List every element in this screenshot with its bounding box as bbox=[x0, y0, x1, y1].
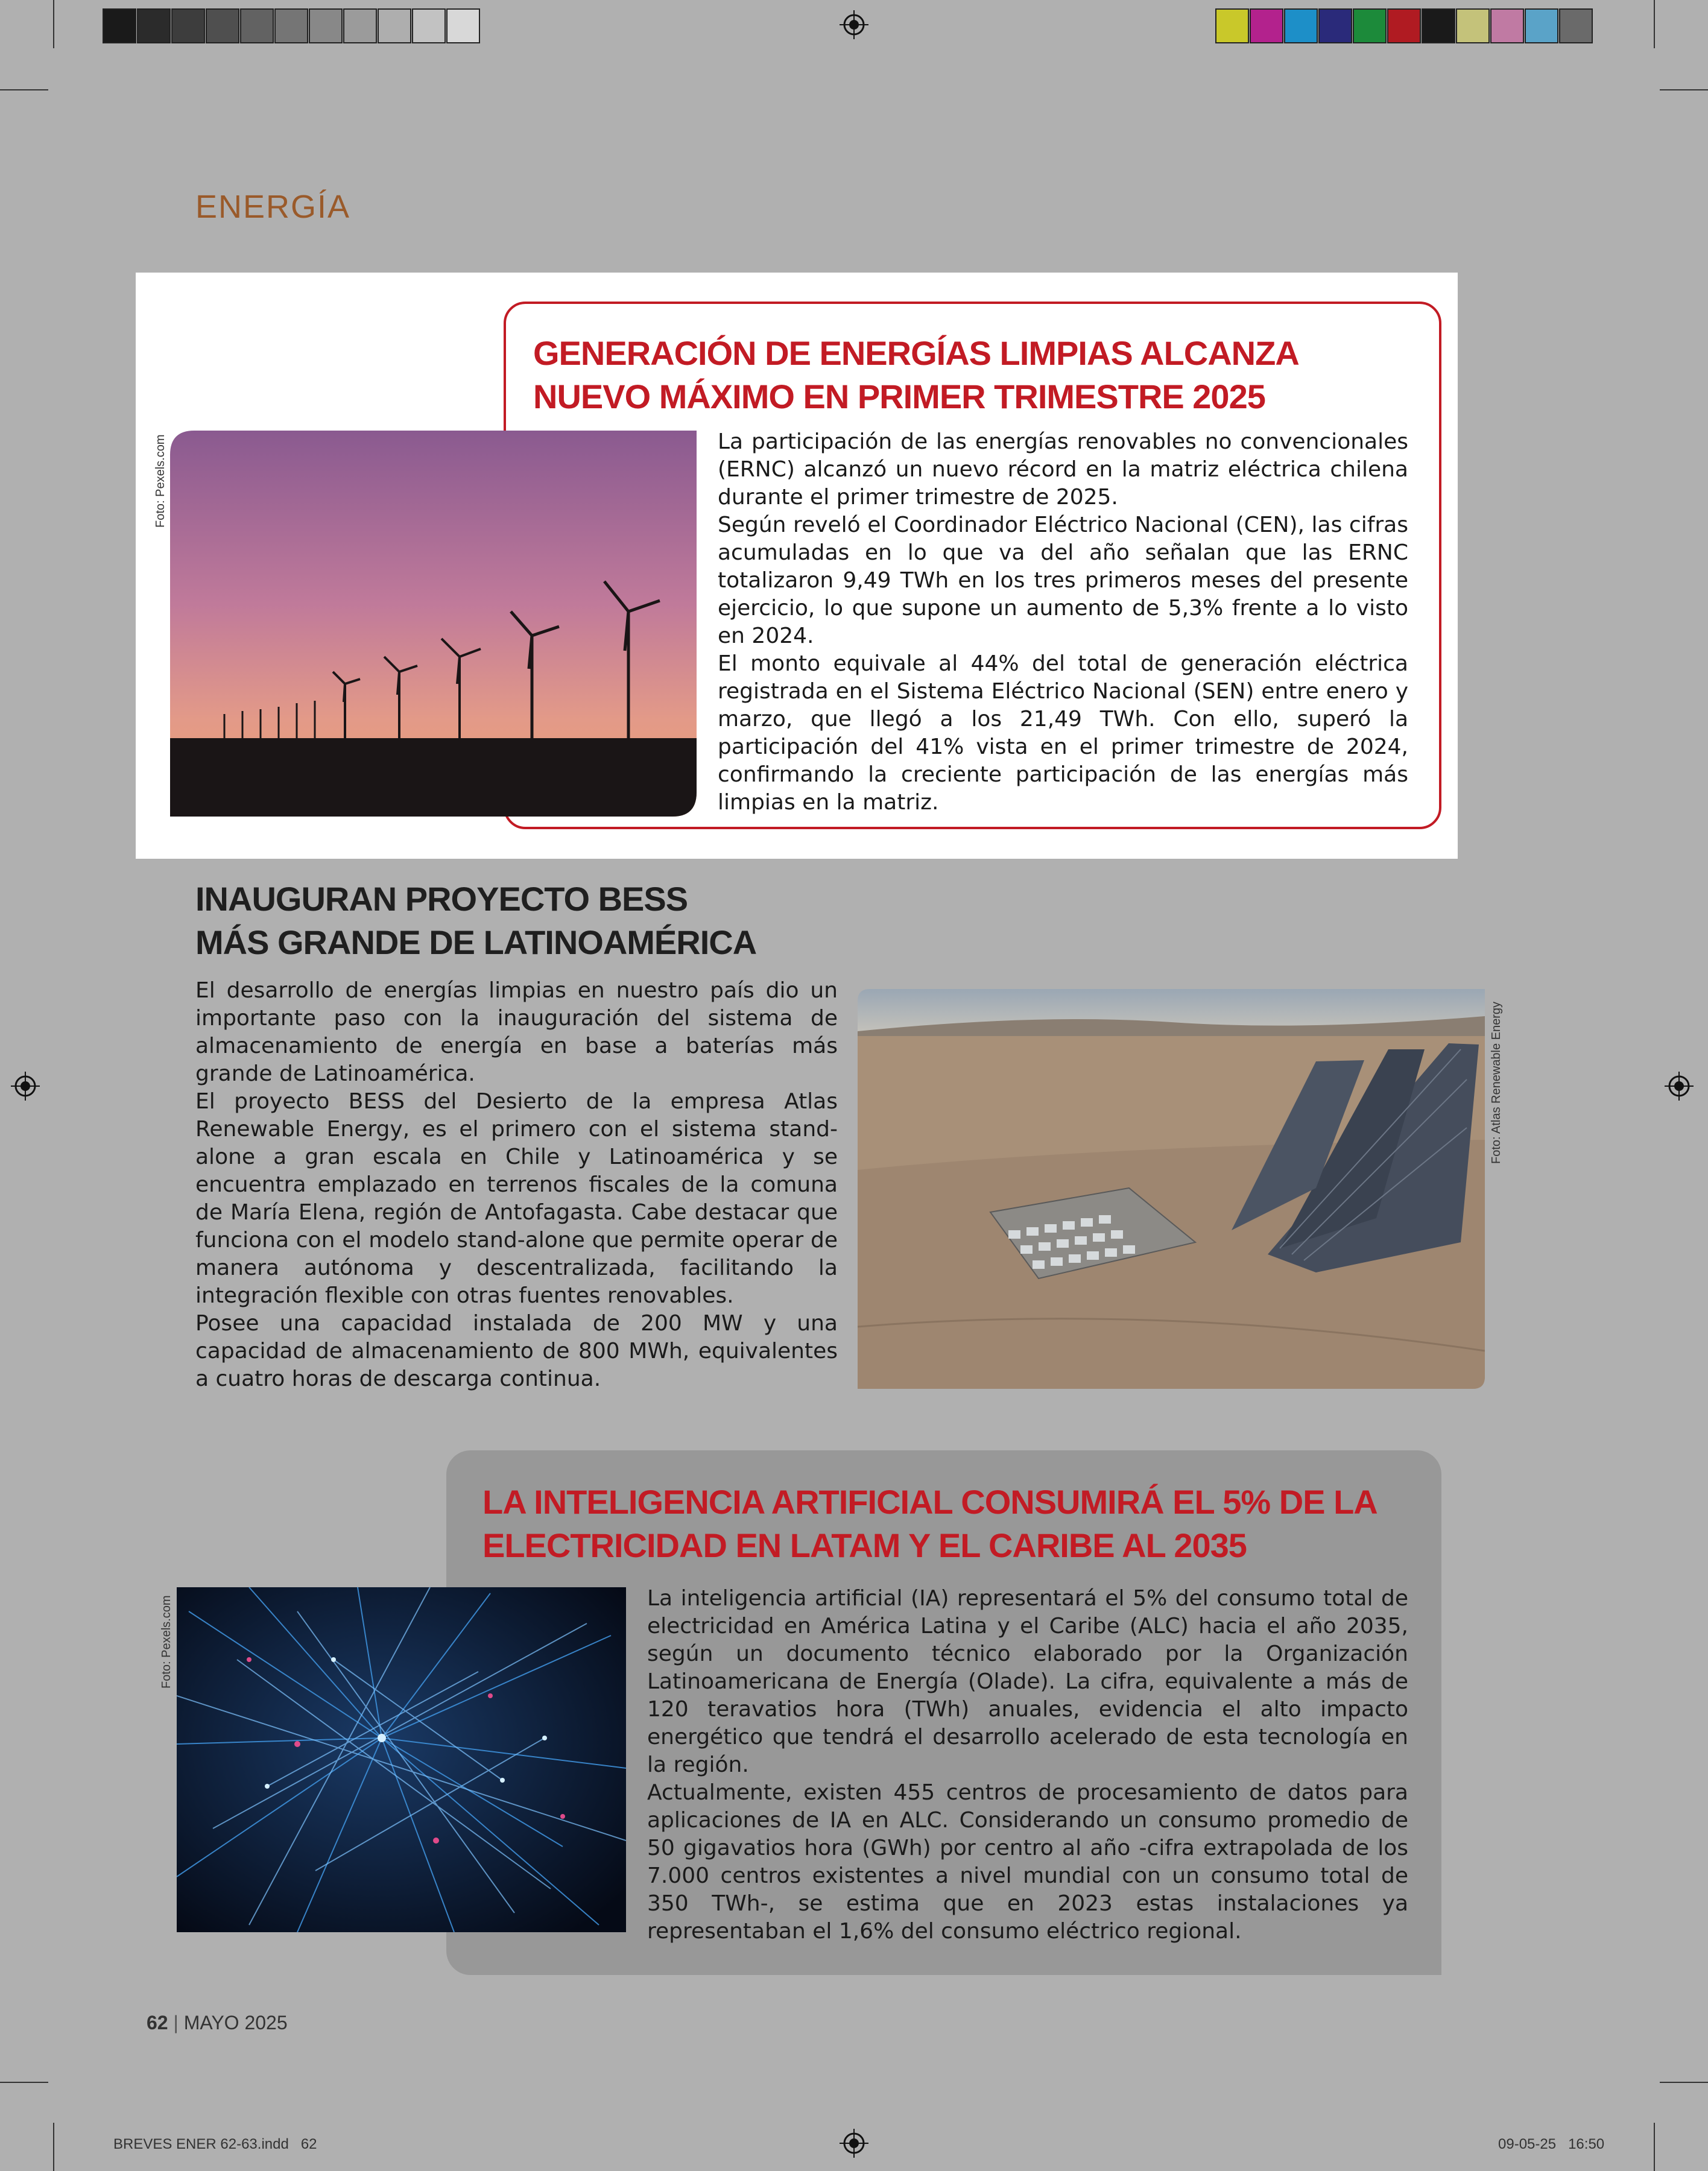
article-1-photo-credit: Foto: Pexels.com bbox=[154, 434, 167, 528]
grey-swatch bbox=[378, 8, 411, 43]
article-2-photo-credit: Foto: Atlas Renewable Energy bbox=[1490, 1001, 1503, 1164]
article-2-paragraph: El desarrollo de energías limpias en nuestro país dio un importante paso con la inauguración del sistema de almacenamiento de energía en base a baterías más grande de Latinoamérica. bbox=[195, 978, 838, 1086]
grey-swatch bbox=[309, 8, 343, 43]
page-number: 62 bbox=[147, 2012, 168, 2034]
grey-swatch bbox=[206, 8, 239, 43]
grey-swatch bbox=[343, 8, 377, 43]
grey-swatch bbox=[137, 8, 171, 43]
ai-network-lines-photo bbox=[177, 1587, 626, 1932]
process-swatch bbox=[1525, 8, 1558, 43]
process-swatch bbox=[1387, 8, 1421, 43]
crop-mark bbox=[1660, 2082, 1708, 2083]
bess-solar-plant-aerial-photo bbox=[858, 989, 1485, 1389]
article-1-title-line-1: GENERACIÓN DE ENERGÍAS LIMPIAS ALCANZA bbox=[533, 334, 1299, 372]
article-1-body bbox=[718, 428, 1408, 817]
process-color-bar bbox=[1215, 8, 1593, 43]
process-swatch bbox=[1490, 8, 1524, 43]
article-3-photo-credit: Foto: Pexels.com bbox=[160, 1595, 173, 1689]
article-2-title-line-2: MÁS GRANDE DE LATINOAMÉRICA bbox=[195, 923, 757, 961]
crop-mark bbox=[1654, 2123, 1655, 2171]
grey-swatch bbox=[274, 8, 308, 43]
grey-swatch bbox=[412, 8, 446, 43]
article-2-paragraph: Posee una capacidad instalada de 200 MW y una capacidad de almacenamiento de 800 MWh, equivalentes a cuatro horas de descarga continua. bbox=[195, 1311, 838, 1391]
crop-mark bbox=[0, 2082, 48, 2083]
process-swatch bbox=[1456, 8, 1490, 43]
process-swatch bbox=[1422, 8, 1455, 43]
page-footer: 62 | MAYO 2025 bbox=[147, 2012, 288, 2034]
process-swatch bbox=[1215, 8, 1249, 43]
article-3-body bbox=[647, 1585, 1408, 1945]
issue-date: MAYO 2025 bbox=[183, 2012, 288, 2034]
grey-swatch bbox=[103, 8, 136, 43]
grey-color-bar bbox=[103, 8, 481, 43]
process-swatch bbox=[1250, 8, 1283, 43]
section-label: ENERGÍA bbox=[195, 189, 351, 225]
article-1-paragraph: Según reveló el Coordinador Eléctrico Nacional (CEN), las cifras acumuladas en lo que va del año señalan que las ERNC totalizaron 9,49 TWh en los tres primeros meses del presente ejercicio, lo que supone un aumento de 5,3% frente a lo visto en 2024. bbox=[718, 513, 1408, 648]
crop-mark bbox=[1654, 0, 1655, 48]
process-swatch bbox=[1353, 8, 1387, 43]
article-1-paragraph: El monto equivale al 44% del total de generación eléctrica registrada en el Sistema Eléctrico Nacional (SEN) entre enero y marzo, que llegó a los 21,49 TWh. Con ello, superó la participación del 41% vista en el primer trimestre de 2024, confirmando la creciente participación de las energías más limpias en la matriz. bbox=[718, 651, 1408, 815]
article-3-title-line-2: ELECTRICIDAD EN LATAM Y EL CARIBE AL 2035 bbox=[482, 1526, 1247, 1564]
slug-file-name: BREVES ENER 62-63.indd 62 bbox=[113, 2136, 317, 2152]
article-3-paragraph: La inteligencia artificial (IA) representará el 5% del consumo total de electricidad en América Latina y el Caribe (ALC) hacia el año 2035, según un documento técnico elaborado por la Organización Latinoamericana de Energía (Olade). La cifra, equivalente a más de 120 teravatios hora (TWh) anuales, evidencia el alto impacto energético que tendrá el desarrollo acelerado de esta tecnología en la región. bbox=[647, 1586, 1408, 1777]
article-2-title bbox=[195, 877, 756, 964]
article-1-title-line-2: NUEVO MÁXIMO EN PRIMER TRIMESTRE 2025 bbox=[533, 378, 1265, 416]
grey-swatch bbox=[171, 8, 205, 43]
wind-farm-sunset-photo bbox=[170, 431, 697, 817]
article-2-body bbox=[195, 977, 838, 1393]
process-swatch bbox=[1559, 8, 1593, 43]
process-swatch bbox=[1284, 8, 1318, 43]
registration-mark-icon bbox=[11, 1072, 40, 1101]
article-3-title-line-1: LA INTELIGENCIA ARTIFICIAL CONSUMIRÁ EL 5% DE LA bbox=[482, 1483, 1377, 1521]
article-2-title-line-1: INAUGURAN PROYECTO BESS bbox=[195, 880, 688, 918]
registration-mark-icon bbox=[840, 2129, 868, 2158]
grey-swatch bbox=[240, 8, 274, 43]
slug-timestamp: 09-05-25 16:50 bbox=[1498, 2136, 1605, 2152]
crop-mark bbox=[53, 2123, 54, 2171]
crop-mark bbox=[0, 89, 48, 90]
article-3-title bbox=[482, 1481, 1377, 1567]
article-3-paragraph: Actualmente, existen 455 centros de procesamiento de datos para aplicaciones de IA en ALC. Considerando un consumo promedio de 50 gigavatios hora (GWh) por centro al año -cifra extrapolada de los 7.000 centros existentes a nivel mundial con un consumo total de 350 TWh-, se estima que en 2023 estas instalaciones ya representaban el 1,6% del consumo eléctrico regional. bbox=[647, 1780, 1408, 1944]
article-1-title bbox=[533, 332, 1299, 419]
grey-swatch bbox=[446, 8, 480, 43]
crop-mark bbox=[1660, 89, 1708, 90]
article-1-paragraph: La participación de las energías renovables no convencionales (ERNC) alcanzó un nuevo récord en la matriz eléctrica chilena durante el primer trimestre de 2025. bbox=[718, 429, 1408, 510]
crop-mark bbox=[53, 0, 54, 48]
process-swatch bbox=[1318, 8, 1352, 43]
article-2-paragraph: El proyecto BESS del Desierto de la empresa Atlas Renewable Energy, es el primero con el sistema stand-alone a gran escala en Chile y Latinoamérica y se encuentra emplazado en terrenos fiscales de la comuna de María Elena, región de Antofagasta. Cabe destacar que funciona con el modelo stand-alone que permite operar de manera autónoma y descentralizada, facilitando la integración flexible con otras fuentes renovables. bbox=[195, 1089, 838, 1308]
registration-mark-icon bbox=[1665, 1072, 1694, 1101]
registration-mark-icon bbox=[840, 10, 868, 39]
